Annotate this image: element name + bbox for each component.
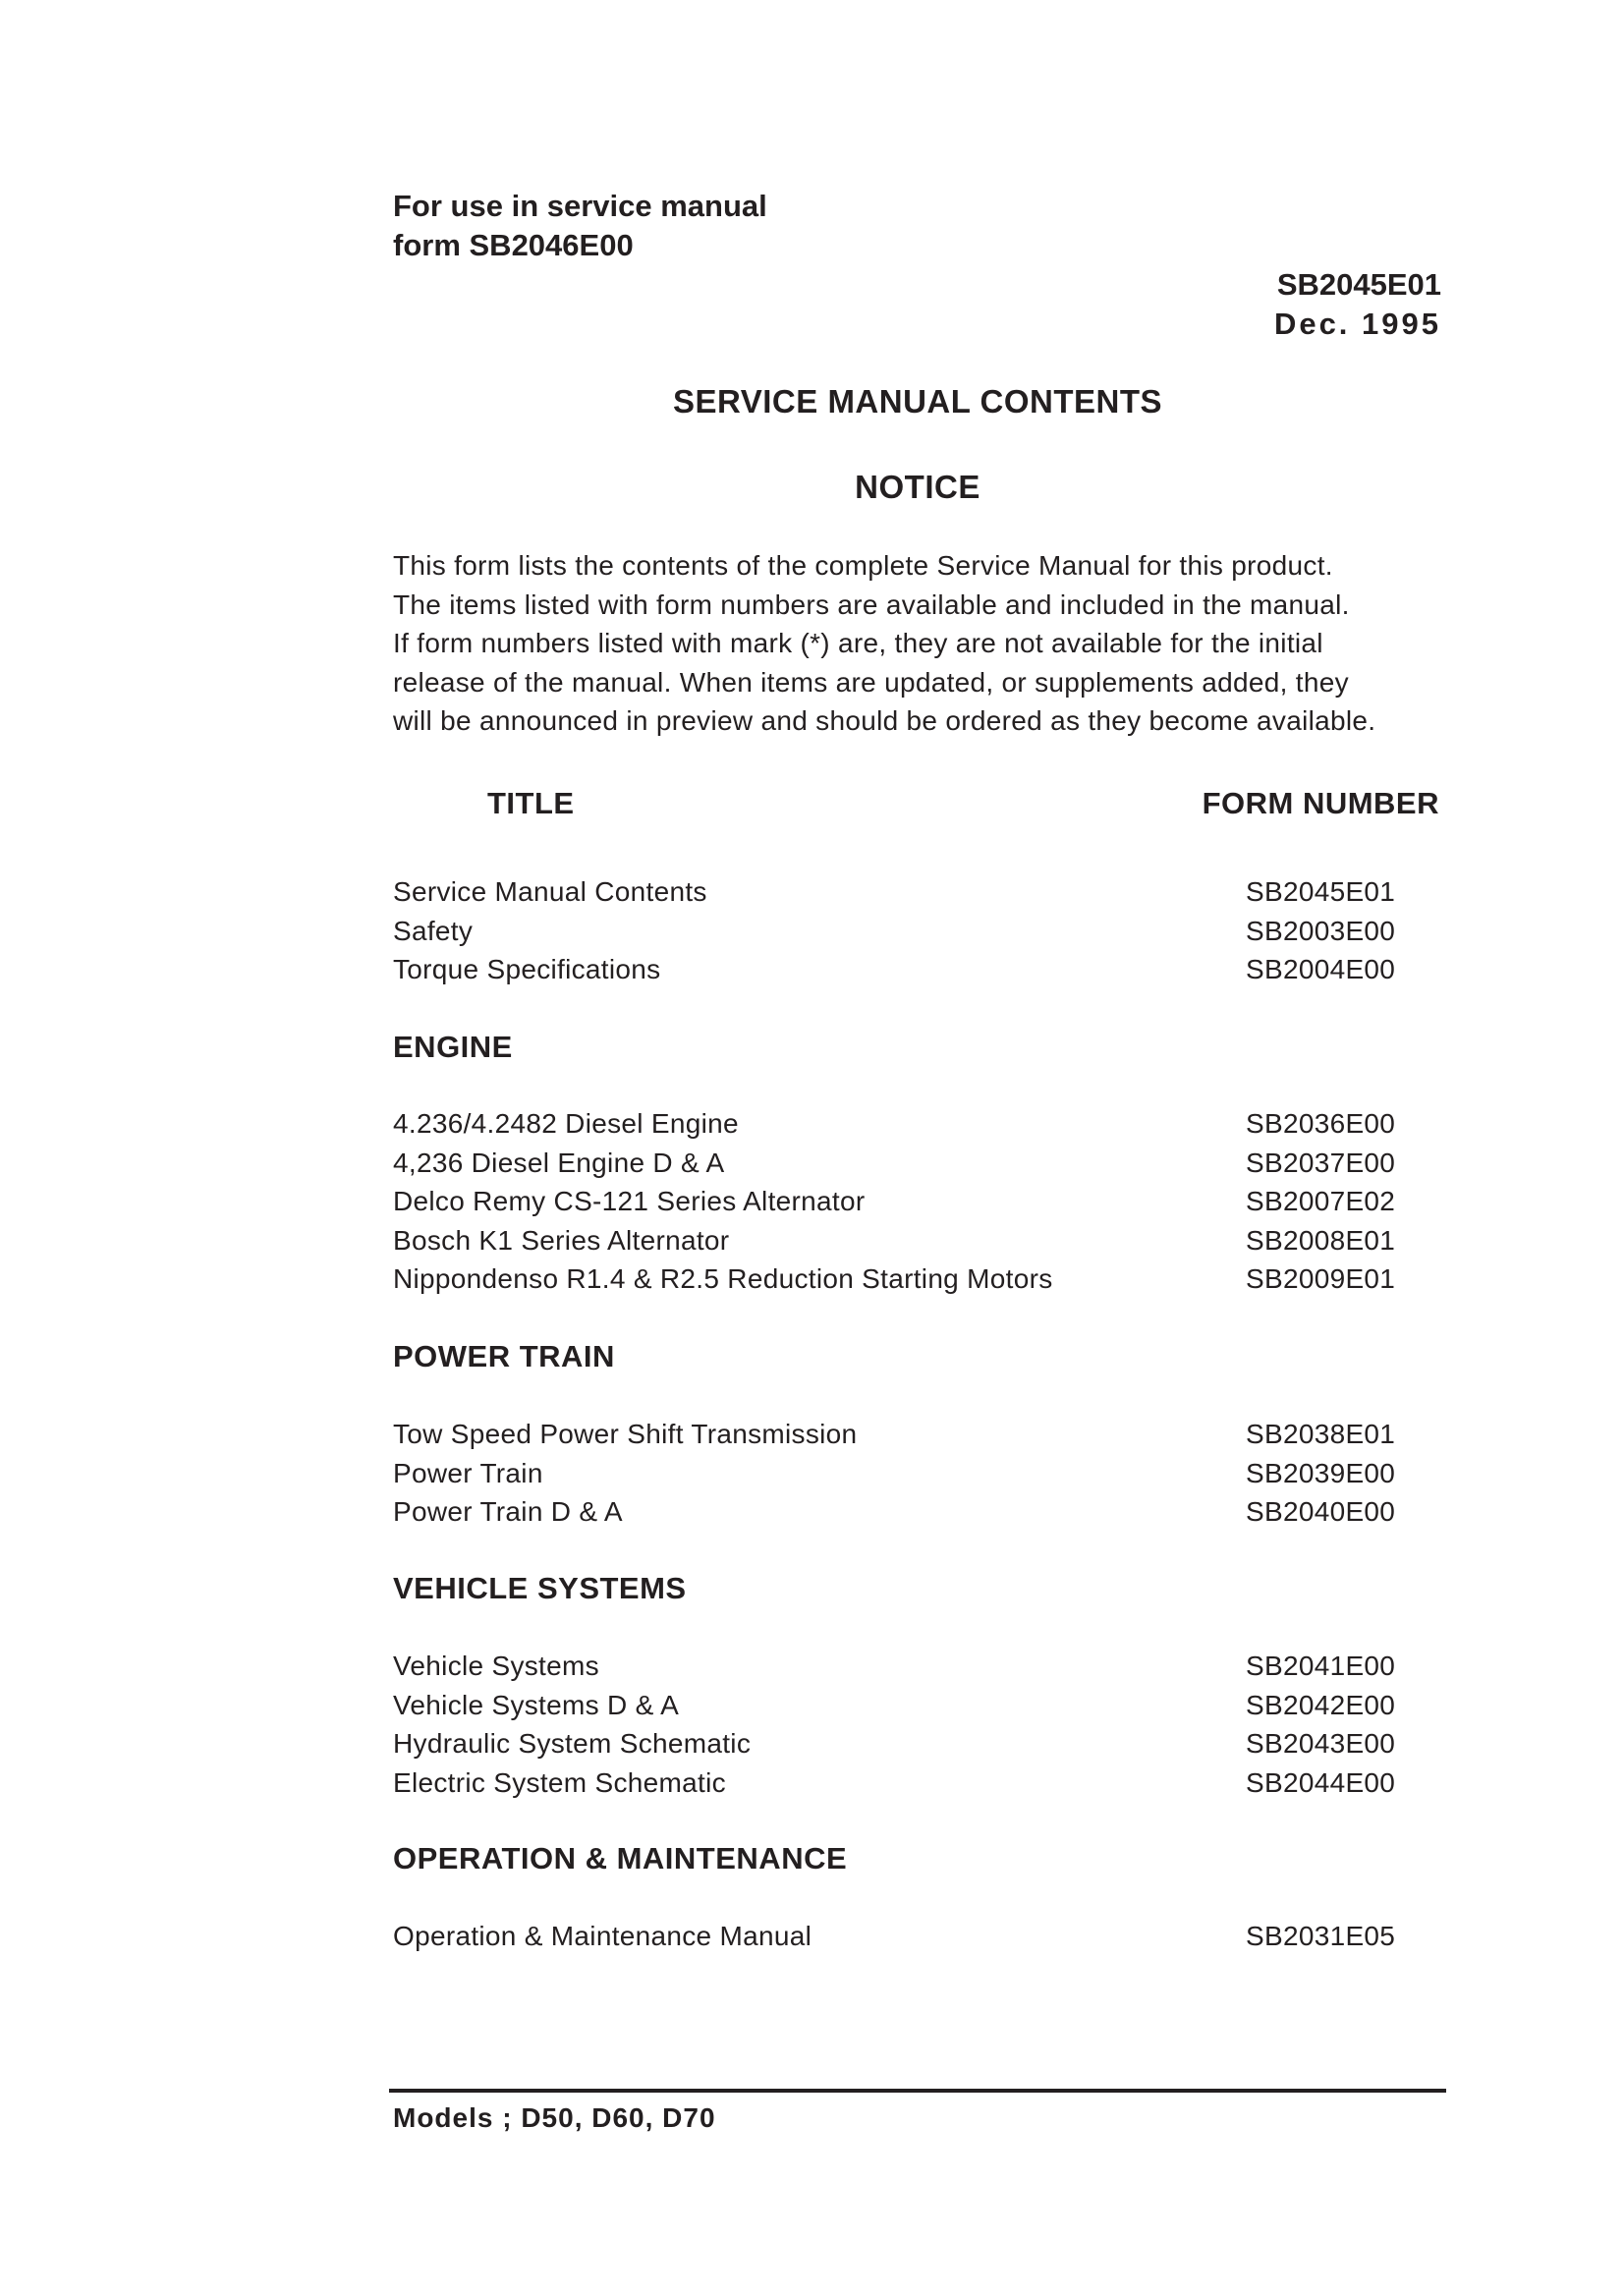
list-item	[393, 1454, 1407, 1493]
notice-line: will be announced in preview and should be ordered as they become available.	[393, 705, 1376, 736]
notice-heading: NOTICE	[855, 469, 980, 505]
list-item	[393, 1917, 1407, 1956]
entry-form-number: SB2037E00	[1246, 1147, 1396, 1178]
list-item	[393, 950, 1407, 989]
entry-title: Safety	[393, 915, 474, 946]
section-heading-vehicle-systems: VEHICLE SYSTEMS	[393, 1571, 687, 1605]
list-item	[393, 872, 1407, 912]
list-item	[393, 1686, 1407, 1725]
notice-line: This form lists the contents of the complete Service Manual for this product.	[393, 550, 1333, 581]
intro-line-2: form SB2046E00	[393, 228, 634, 262]
entry-form-number: SB2036E00	[1246, 1108, 1396, 1139]
list-item	[393, 1763, 1407, 1803]
entry-form-number: SB2007E02	[1246, 1186, 1396, 1216]
general-entries	[393, 872, 1407, 989]
entry-title: Electric System Schematic	[393, 1766, 726, 1798]
entry-title: Power Train D & A	[393, 1496, 623, 1527]
entry-form-number: SB2038E01	[1246, 1419, 1396, 1449]
list-item	[393, 1221, 1407, 1260]
document-date: Dec. 1995	[1273, 307, 1441, 341]
page-title: SERVICE MANUAL CONTENTS	[673, 383, 1162, 420]
section-heading-operation-maintenance: OPERATION & MAINTENANCE	[393, 1841, 848, 1875]
entry-title: Vehicle Systems	[393, 1651, 599, 1681]
list-item	[393, 1647, 1407, 1686]
entry-form-number: SB2045E01	[1246, 876, 1396, 907]
entry-form-number: SB2003E00	[1246, 915, 1396, 946]
list-item	[393, 1144, 1407, 1183]
section-heading-engine: ENGINE	[393, 1030, 513, 1064]
entry-form-number: SB2009E01	[1246, 1263, 1396, 1294]
entry-form-number: SB2042E00	[1246, 1689, 1396, 1720]
list-item	[393, 1492, 1407, 1532]
list-item	[393, 1259, 1407, 1299]
footer-divider	[389, 2089, 1446, 2093]
entry-title: 4.236/4.2482 Diesel Engine	[393, 1108, 739, 1139]
entry-title: Hydraulic System Schematic	[393, 1728, 752, 1759]
intro-note	[393, 187, 767, 265]
engine-entries	[393, 1104, 1407, 1299]
entry-title: Service Manual Contents	[393, 876, 707, 907]
list-item	[393, 912, 1407, 951]
entry-title: Power Train	[393, 1457, 543, 1488]
notice-text	[393, 546, 1444, 741]
models-footer: Models ; D50, D60, D70	[393, 2102, 716, 2133]
operation-maintenance-entries	[393, 1917, 1407, 1956]
entry-form-number: SB2008E01	[1246, 1224, 1396, 1256]
entry-title: 4,236 Diesel Engine D & A	[393, 1147, 725, 1178]
document-reference	[1274, 265, 1441, 344]
entry-title: Torque Specifications	[393, 954, 661, 984]
entry-form-number: SB2004E00	[1246, 954, 1396, 984]
title-column-header: TITLE	[487, 786, 575, 820]
notice-line: If form numbers listed with mark (*) are, they are not available for the initial	[393, 628, 1323, 658]
entry-title: Bosch K1 Series Alternator	[393, 1224, 730, 1256]
entry-form-number: SB2041E00	[1246, 1651, 1396, 1681]
section-heading-power-train: POWER TRAIN	[393, 1339, 615, 1373]
entry-title: Delco Remy CS-121 Series Alternator	[393, 1186, 866, 1216]
entry-form-number: SB2040E00	[1246, 1496, 1396, 1527]
entry-title: Vehicle Systems D & A	[393, 1689, 680, 1720]
vehicle-systems-entries	[393, 1647, 1407, 1802]
document-number: SB2045E01	[1276, 267, 1441, 302]
entry-title: Tow Speed Power Shift Transmission	[393, 1419, 858, 1449]
intro-line-1: For use in service manual	[393, 189, 767, 223]
list-item	[393, 1724, 1407, 1763]
notice-line: The items listed with form numbers are available and included in the manual.	[393, 588, 1350, 620]
entry-form-number: SB2031E05	[1246, 1921, 1396, 1951]
entry-form-number: SB2043E00	[1246, 1728, 1396, 1759]
form-number-column-header: FORM NUMBER	[1202, 786, 1439, 820]
entry-form-number: SB2039E00	[1246, 1457, 1396, 1488]
list-item	[393, 1104, 1407, 1144]
power-train-entries	[393, 1415, 1407, 1532]
list-item	[393, 1182, 1407, 1221]
entry-title: Nippondenso R1.4 & R2.5 Reduction Starting Motors	[393, 1263, 1053, 1294]
entry-form-number: SB2044E00	[1246, 1766, 1396, 1798]
notice-line: release of the manual. When items are updated, or supplements added, they	[393, 666, 1349, 698]
entry-title: Operation & Maintenance Manual	[393, 1921, 812, 1951]
list-item	[393, 1415, 1407, 1454]
